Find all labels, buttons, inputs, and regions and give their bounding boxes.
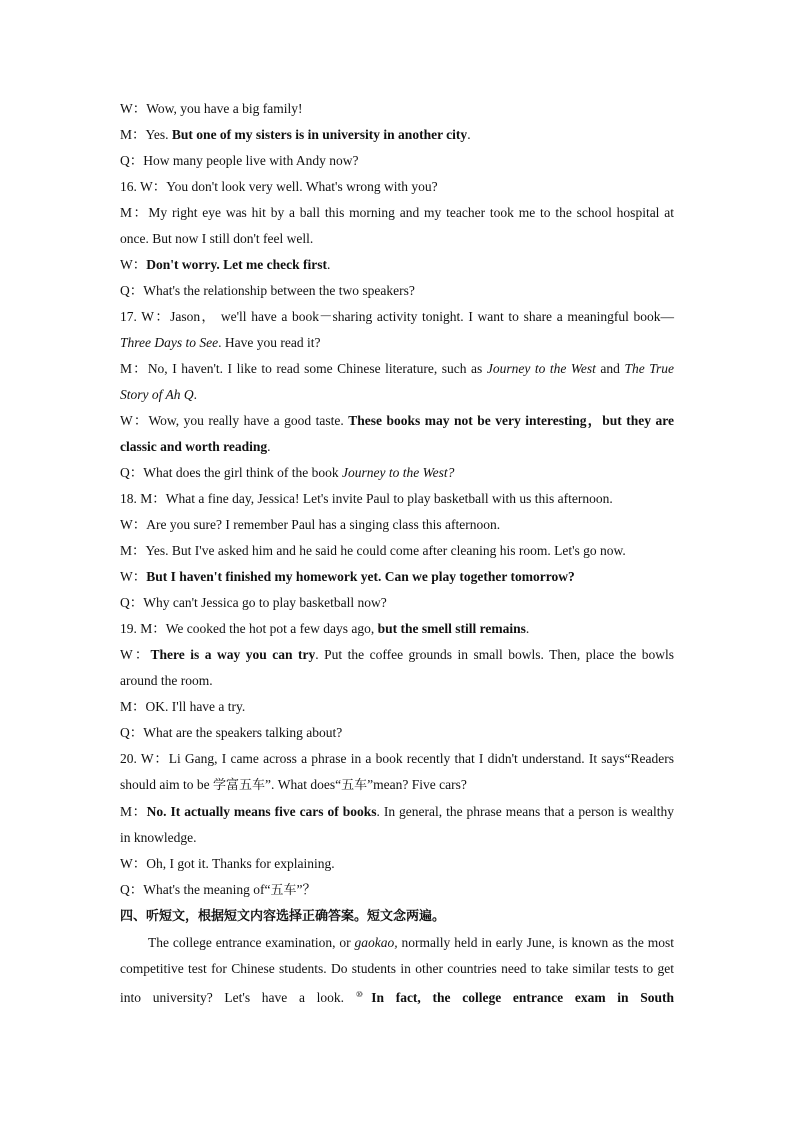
item-number: 16. W：	[120, 179, 167, 194]
question-line: Q：What are the speakers talking about?	[120, 725, 343, 740]
dialogue-line: M：Yes. But I've asked him and he said he could come after cleaning his room. Let's go now.	[120, 543, 626, 558]
dialogue-line: 16. W：You don't look very well. What's wrong with you?	[120, 179, 438, 194]
dialogue-line: M：Yes. But one of my sisters is in university in another city.	[120, 127, 471, 142]
key-sentence: In fact, the college entrance exam in South	[371, 990, 674, 1005]
key-sentence: But one of my sisters is in university in another city	[171, 127, 468, 142]
dialogue-line: W：Oh, I got it. Thanks for explaining.	[120, 856, 335, 871]
book-title: Three Days to See	[120, 335, 219, 350]
dialogue-line: W：There is a way you can try. Put the coffee grounds in small bowls. Then, place the bowls around the room.	[120, 647, 674, 688]
dialogue-line: W：Are you sure? I remember Paul has a singing class this afternoon.	[120, 517, 501, 532]
key-sentence: These books may not be very interesting，but they are classic and worth reading	[120, 413, 675, 454]
book-title: Journey to the West?	[341, 465, 455, 480]
question-line: Q：What does the girl think of the book Journey to the West?	[120, 465, 455, 480]
key-sentence: but the smell still remains	[377, 621, 526, 636]
book-title: Journey to the West	[486, 361, 596, 376]
dialogue-line: W：But I haven't finished my homework yet. Can we play together tomorrow?	[120, 569, 575, 584]
dialogue-line: M：No. It actually means five cars of books. In general, the phrase means that a person is wealthy in knowledge.	[120, 804, 674, 845]
dialogue-line: 17. W：Jason， we'll have a book－sharing activity tonight. I want to share a meaningful book—Three Days to See. Have you read it?	[120, 309, 675, 350]
section-heading: 四、听短文，根据短文内容选择正确答案。短文念两遍。	[120, 909, 446, 924]
chinese-phrase: 五车	[341, 778, 368, 793]
item-number: 20. W：	[120, 751, 169, 766]
question-line: Q：Why can't Jessica go to play basketball now?	[120, 595, 387, 610]
item-number: 19. M：	[120, 621, 166, 636]
book-title: The True Story of Ah Q	[120, 361, 674, 402]
chinese-phrase: 五车	[270, 883, 297, 898]
question-line: Q：What's the relationship between the two speakers?	[120, 283, 415, 298]
key-sentence: Don't worry. Let me check first	[146, 257, 327, 272]
document-page	[120, 96, 674, 1011]
question-line: Q：How many people live with Andy now?	[120, 153, 359, 168]
chinese-phrase: 学富五车	[213, 778, 266, 793]
dialogue-line: M：My right eye was hit by a ball this morning and my teacher took me to the school hospital at once. But now I still don't feel well.	[120, 205, 674, 246]
dialogue-line: W：Don't worry. Let me check first.	[120, 257, 331, 272]
key-sentence: No. It actually means five cars of books	[146, 804, 377, 819]
gaokao-term: gaokao,	[354, 935, 398, 950]
item-number: 17. W：	[120, 309, 171, 324]
question-line: Q：What's the meaning of“五车”？	[120, 882, 317, 898]
dialogue-line: W：Wow, you really have a good taste. These books may not be very interesting，but they are classic and worth reading.	[120, 413, 675, 454]
passage-paragraph: The college entrance examination, or gaokao, normally held in early June, is known as the most competitive test for Chinese students. Do students in other countries need to take similar tests to get into university? Let's have a look. ⑩In fact, the college entrance exam in South	[120, 935, 674, 1005]
dialogue-line: 19. M：We cooked the hot pot a few days ago, but the smell still remains.	[120, 621, 530, 636]
dialogue-line: M：OK. I'll have a try.	[120, 699, 246, 714]
dialogue-line: 18. M：What a fine day, Jessica! Let's invite Paul to play basketball with us this afternoon.	[120, 491, 613, 506]
item-number: 18. M：	[120, 491, 166, 506]
key-sentence: But I haven't finished my homework yet. Can we play together tomorrow?	[146, 569, 575, 584]
dialogue-line: 20. W：Li Gang, I came across a phrase in a book recently that I didn't understand. It says“Readers should aim to be 学富五车”. What does“五车”mean? Five cars?	[120, 751, 674, 793]
key-sentence: There is a way you can try	[150, 647, 316, 662]
dialogue-line: M：No, I haven't. I like to read some Chinese literature, such as Journey to the West and The True Story of Ah Q.	[120, 361, 674, 402]
sentence-marker: ⑩	[355, 990, 372, 999]
dialogue-line: W：Wow, you have a big family!	[120, 101, 303, 116]
